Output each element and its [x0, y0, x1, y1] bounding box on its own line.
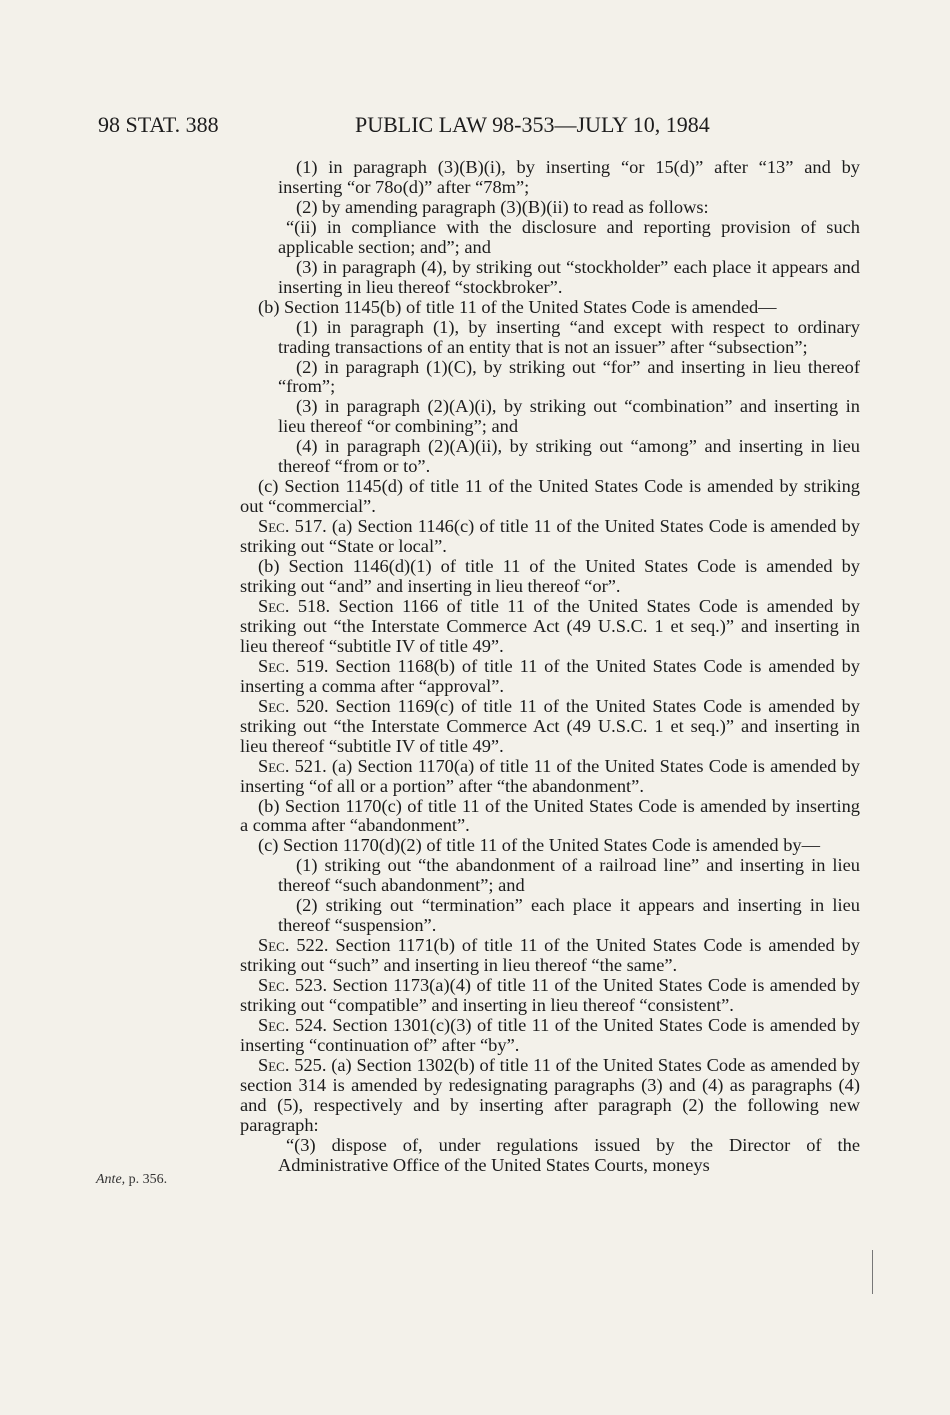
section-label: Sec.	[258, 595, 290, 616]
body-paragraph	[240, 437, 860, 477]
paragraph-text: (b) Section 1146(d)(1) of title 11 of the United States Code is amended by striking out “and” and inserting in lieu thereof “or”.	[240, 556, 860, 597]
edge-mark	[872, 1250, 873, 1294]
section-label: Sec.	[258, 1054, 290, 1075]
body-paragraph	[240, 258, 860, 298]
body-paragraph	[240, 358, 860, 398]
body-paragraph	[240, 597, 860, 657]
paragraph-text: (3) in paragraph (4), by striking out “stockholder” each place it appears and inserting in lieu thereof “stockbroker”.	[278, 256, 860, 297]
paragraph-text: 522. Section 1171(b) of title 11 of the United States Code is amended by striking out “such” and inserting in lieu thereof “the same”.	[240, 935, 860, 976]
body-paragraph	[240, 856, 860, 896]
body-paragraph	[240, 757, 860, 797]
paragraph-text: 523. Section 1173(a)(4) of title 11 of the United States Code is amended by striking out “compatible” and inserting in lieu thereof “consistent”.	[240, 975, 860, 1016]
paragraph-text: (c) Section 1145(d) of title 11 of the United States Code is amended by striking out “commercial”.	[240, 476, 860, 517]
section-label: Sec.	[258, 655, 290, 676]
paragraph-text: “(ii) in compliance with the disclosure and reporting provision of such applicable section; and”; and	[278, 216, 860, 257]
paragraph-text: (1) striking out “the abandonment of a railroad line” and inserting in lieu thereof “such abandonment”; and	[278, 855, 860, 896]
paragraph-text: 524. Section 1301(c)(3) of title 11 of the United States Code is amended by inserting “continuation of” after “by”.	[240, 1014, 860, 1055]
body-paragraph	[240, 1056, 860, 1136]
paragraph-text: 517. (a) Section 1146(c) of title 11 of the United States Code is amended by striking out “State or local”.	[240, 516, 860, 557]
paragraph-text: (2) in paragraph (1)(C), by striking out “for” and inserting in lieu thereof “from”;	[278, 356, 860, 397]
paragraph-text: 518. Section 1166 of title 11 of the United States Code is amended by striking out “the Interstate Commerce Act (49 U.S.C. 1 et seq.)” and inserting in lieu thereof “subtitle IV of title 49”.	[240, 595, 860, 656]
paragraph-text: (c) Section 1170(d)(2) of title 11 of the United States Code is amended by—	[258, 835, 820, 856]
paragraph-text: (1) in paragraph (3)(B)(i), by inserting “or 15(d)” after “13” and by inserting “or 78o(d)” after “78m”;	[278, 157, 860, 197]
paragraph-text: (3) in paragraph (2)(A)(i), by striking out “combination” and inserting in lieu thereof “or combining”; and	[278, 396, 860, 437]
paragraph-text: 521. (a) Section 1170(a) of title 11 of the United States Code is amended by inserting “of all or a portion” after “the abandonment”.	[240, 755, 860, 796]
body-paragraph	[240, 158, 860, 198]
body-paragraph	[240, 198, 860, 218]
body-paragraph	[240, 1136, 860, 1176]
margin-note	[96, 1172, 167, 1188]
body-paragraph	[240, 936, 860, 976]
body-paragraph	[240, 318, 860, 358]
paragraph-text: “(3) dispose of, under regulations issued by the Director of the Administrative Office of the United States Courts, moneys	[278, 1134, 860, 1175]
section-label: Sec.	[258, 935, 290, 956]
body-paragraph	[240, 397, 860, 437]
body-paragraph	[240, 697, 860, 757]
body-paragraph	[240, 657, 860, 697]
paragraph-text: (2) striking out “termination” each place it appears and inserting in lieu thereof “suspension”.	[278, 895, 860, 936]
statute-citation: 98 STAT. 388	[98, 112, 219, 137]
paragraph-text: 520. Section 1169(c) of title 11 of the United States Code is amended by striking out “the Interstate Commerce Act (49 U.S.C. 1 et seq.)” and inserting in lieu thereof “subtitle IV of title 49”.	[240, 695, 860, 756]
body-paragraph	[240, 218, 860, 258]
paragraph-text: (b) Section 1145(b) of title 11 of the United States Code is amended—	[258, 296, 777, 317]
margin-note-page: p. 356.	[128, 1172, 168, 1187]
section-label: Sec.	[258, 695, 290, 716]
body-paragraph	[240, 797, 860, 837]
paragraph-text: (b) Section 1170(c) of title 11 of the United States Code is amended by inserting a comma after “abandonment”.	[240, 795, 860, 836]
body-paragraph	[240, 1016, 860, 1056]
paragraph-text: (4) in paragraph (2)(A)(ii), by striking out “among” and inserting in lieu thereof “from or to”.	[278, 436, 860, 477]
section-label: Sec.	[258, 516, 290, 537]
body-paragraph	[240, 298, 860, 318]
section-label: Sec.	[258, 1014, 290, 1035]
paragraph-text: (2) by amending paragraph (3)(B)(ii) to read as follows:	[296, 196, 709, 217]
body-paragraph	[240, 477, 860, 517]
page-header	[98, 108, 758, 142]
document-body	[240, 158, 860, 1176]
section-label: Sec.	[258, 975, 290, 996]
paragraph-text: (1) in paragraph (1), by inserting “and except with respect to ordinary trading transactions of an entity that is not an issuer” after “subsection”;	[278, 316, 860, 357]
body-paragraph	[240, 836, 860, 856]
margin-note-ref: Ante,	[96, 1172, 126, 1187]
paragraph-text: 525. (a) Section 1302(b) of title 11 of the United States Code as amended by section 314 is amended by redesignating paragraphs (3) and (4) as paragraphs (4) and (5), respectively and by inserting after paragraph (2) the following new paragraph:	[240, 1054, 860, 1135]
body-paragraph	[240, 557, 860, 597]
body-paragraph	[240, 517, 860, 557]
paragraph-text: 519. Section 1168(b) of title 11 of the United States Code is amended by inserting a comma after “approval”.	[240, 655, 860, 696]
body-paragraph	[240, 976, 860, 1016]
section-label: Sec.	[258, 755, 290, 776]
body-paragraph	[240, 896, 860, 936]
law-title: PUBLIC LAW 98-353—JULY 10, 1984	[355, 112, 710, 137]
